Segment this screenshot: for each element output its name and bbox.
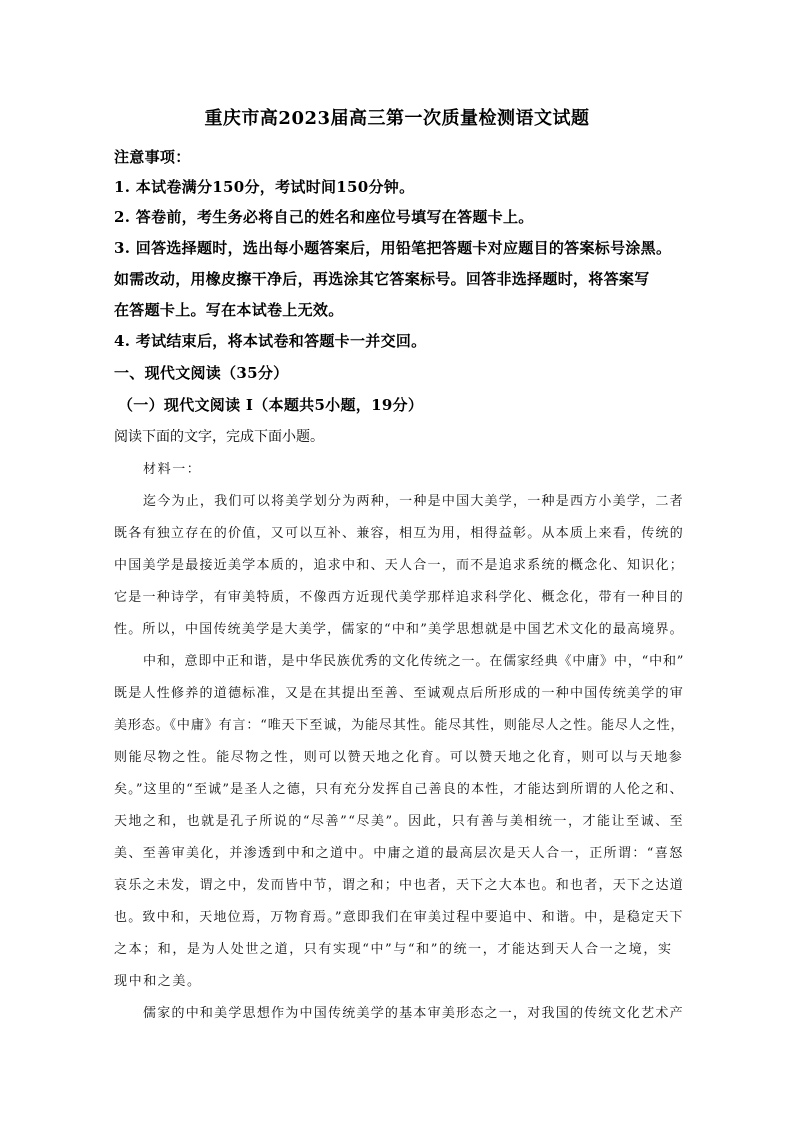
notice-item: 在答题卡上。写在本试卷上无效。 bbox=[114, 301, 344, 319]
material-label: 材料一： bbox=[143, 462, 202, 477]
notice-item: 2. 答卷前，考生务必将自己的姓名和座位号填写在答题卡上。 bbox=[114, 208, 534, 226]
material-line: 矣。”这里的“至诚”是圣人之德，只有充分发挥自己善良的本性，才能达到所谓的人伦之和、 bbox=[114, 782, 684, 797]
material-line: 现中和之美。 bbox=[114, 974, 202, 989]
notice-item: 3. 回答选择题时，选出每小题答案后，用铅笔把答题卡对应题目的答案标号涂黑。 bbox=[114, 239, 672, 257]
material-line: 既各有独立存在的价值，又可以互补、兼容，相互为用，相得益彰。从本质上来看，传统的 bbox=[114, 526, 685, 541]
material-line: 之本；和，是为人处世之道，只有实现“中”与“和”的统一，才能达到天人合一之境，实 bbox=[114, 942, 673, 957]
material-line: 中和，意即中正和谐，是中华民族优秀的文化传统之一。在儒家经典《中庸》中，“中和” bbox=[143, 654, 685, 669]
page-title: 重庆市高2023届高三第一次质量检测语文试题 bbox=[204, 108, 590, 129]
material-line: 美形态。《中庸》有言：“唯天下至诚，为能尽其性。能尽其性，则能尽人之性。能尽人之性， bbox=[114, 718, 685, 733]
reading-instruction: 阅读下面的文字，完成下面小题。 bbox=[114, 429, 324, 445]
subsection-heading: （一）现代文阅读 I（本题共5小题，19分） bbox=[118, 396, 424, 414]
notice-item: 1. 本试卷满分150分，考试时间150分钟。 bbox=[114, 178, 415, 196]
material-line: 则能尽物之性。能尽物之性，则可以赞天地之化育。可以赞天地之化育，则可以与天地参 bbox=[114, 750, 684, 765]
material-line: 既是人性修养的道德标准，又是在其提出至善、至诚观点后所形成的一种中国传统美学的审 bbox=[114, 686, 685, 701]
section-heading: 一、现代文阅读（35分） bbox=[114, 364, 289, 382]
notice-item: 如需改动，用橡皮擦干净后，再选涂其它答案标号。回答非选择题时，将答案写 bbox=[114, 270, 650, 288]
material-line: 中国美学是最接近美学本质的，追求中和、天人合一，而不是追求系统的概念化、知识化； bbox=[114, 558, 685, 573]
material-line: 性。所以，中国传统美学是大美学，儒家的“中和”美学思想就是中国艺术文化的最高境界。 bbox=[114, 622, 684, 637]
material-line: 迄今为止，我们可以将美学划分为两种，一种是中国大美学，一种是西方小美学，二者 bbox=[143, 494, 684, 509]
material-line: 哀乐之未发，谓之中，发而皆中节，谓之和；中也者，天下之大本也。和也者，天下之达道 bbox=[114, 878, 685, 893]
material-line: 儒家的中和美学思想作为中国传统美学的基本审美形态之一，对我国的传统文化艺术产 bbox=[143, 1006, 684, 1021]
material-line: 美、至善审美化，并渗透到中和之道中。中庸之道的最高层次是天人合一，正所谓：“喜怒 bbox=[114, 846, 684, 861]
material-line: 天地之和，也就是孔子所说的“尽善”“尽美”。因此，只有善与美相统一，才能让至诚、至 bbox=[114, 814, 685, 829]
material-line: 它是一种诗学，有审美特质，不像西方近现代美学那样追求科学化、概念化，带有一种目的 bbox=[114, 590, 685, 605]
notice-heading: 注意事项： bbox=[114, 148, 191, 166]
notice-item: 4. 考试结束后，将本试卷和答题卡一并交回。 bbox=[114, 332, 427, 350]
material-line: 也。致中和，天地位焉，万物育焉。”意即我们在审美过程中要追中、和谐。中，是稳定天下 bbox=[114, 910, 684, 925]
